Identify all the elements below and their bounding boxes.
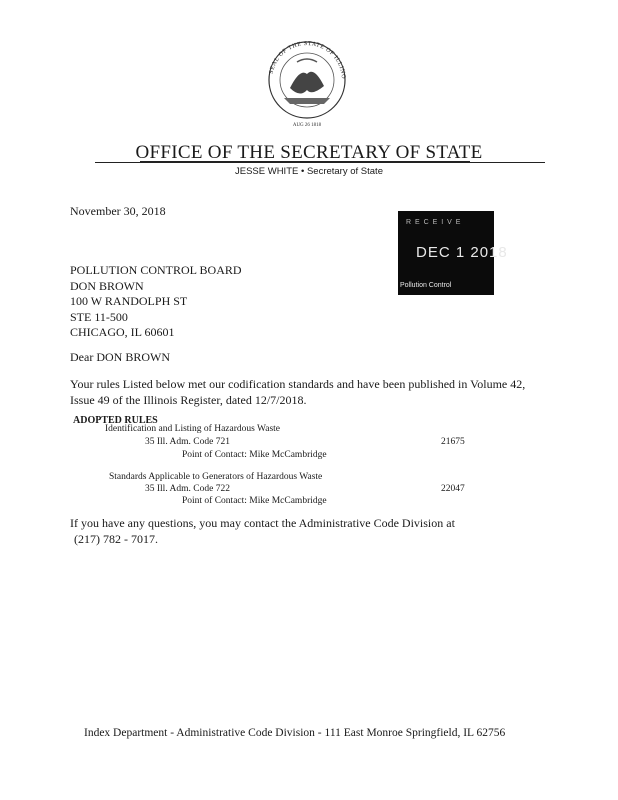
- rule-contact: Point of Contact: Mike McCambridge: [182, 496, 327, 506]
- address-line: 100 W RANDOLPH ST: [70, 294, 188, 308]
- received-stamp: [398, 211, 508, 295]
- recipient-address: [70, 263, 242, 341]
- rule-code: 35 Ill. Adm. Code 722: [145, 484, 230, 494]
- address-line: CHICAGO, IL 60601: [70, 325, 175, 339]
- rule-title: Identification and Listing of Hazardous Waste: [105, 424, 281, 434]
- body-paragraph: [70, 377, 525, 408]
- address-line: STE 11-500: [70, 309, 128, 324]
- adopted-rules-heading: ADOPTED RULES: [73, 415, 158, 426]
- rule-contact: Point of Contact: Mike McCambridge: [182, 450, 327, 460]
- contact-line: If you have any questions, you may contact the Administrative Code Division at: [70, 516, 455, 530]
- body-line: Issue 49 of the Illinois Register, dated 12/7/2018.: [70, 392, 307, 407]
- secretary-subhead: JESSE WHITE • Secretary of State: [235, 166, 383, 177]
- greeting: Dear DON BROWN: [70, 350, 170, 364]
- office-title: OFFICE OF THE SECRETARY OF STATE: [135, 142, 483, 163]
- footer-address: Index Department - Administrative Code Division - 111 East Monroe Springfield, IL 62756: [84, 727, 506, 739]
- svg-text:SEAL OF THE STATE OF ILLINOIS: SEAL OF THE STATE OF ILLINO: [268, 40, 347, 80]
- state-seal: [250, 38, 364, 134]
- stamp-line-1: R E C E I V E: [406, 219, 462, 226]
- svg-text:AUG 26 1818: AUG 26 1818: [292, 123, 322, 128]
- rule-number: 21675: [441, 437, 465, 447]
- rule-code: 35 Ill. Adm. Code 721: [145, 437, 230, 447]
- body-line: Your rules Listed below met our codification standards and have been published in Volume 42,: [70, 377, 526, 391]
- contact-phone: (217) 782 - 7017.: [74, 531, 158, 546]
- stamp-line-3: Pollution Control: [400, 282, 452, 289]
- address-line: DON BROWN: [70, 278, 144, 293]
- contact-paragraph: [70, 516, 455, 547]
- letter-date: November 30, 2018: [70, 204, 166, 218]
- address-line: POLLUTION CONTROL BOARD: [70, 263, 242, 277]
- rule-number: 22047: [441, 484, 465, 494]
- rule-title: Standards Applicable to Generators of Hazardous Waste: [109, 472, 323, 482]
- stamp-date: DEC 1 2018: [416, 244, 508, 261]
